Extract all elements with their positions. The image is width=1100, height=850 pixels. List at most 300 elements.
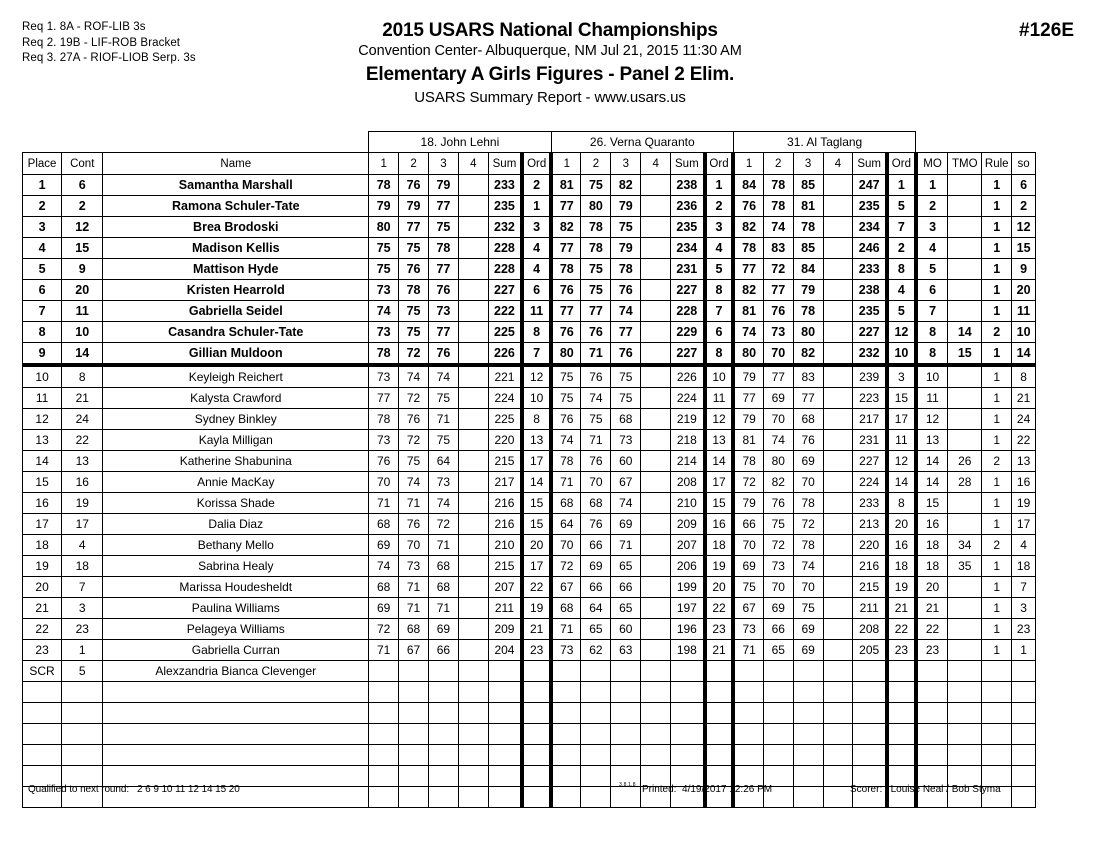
cell-j1-ord: 2 xyxy=(522,175,551,196)
cell-j3-score-4 xyxy=(823,259,853,280)
col-header-j2-s2: 2 xyxy=(581,153,611,175)
cell-j2-score-1: 78 xyxy=(551,451,581,472)
col-header-rule: Rule xyxy=(982,153,1012,175)
cell-j3-score-3: 78 xyxy=(793,535,823,556)
cell-j3-sum: 224 xyxy=(853,472,887,493)
cell-j3-score-1 xyxy=(733,661,763,682)
cell-j1-score-3: 77 xyxy=(428,322,458,343)
cell-place: SCR xyxy=(23,661,62,682)
cell-j2-score-4 xyxy=(641,196,671,217)
cell-j2-sum: 228 xyxy=(671,301,705,322)
cell-j3-score-2: 73 xyxy=(763,322,793,343)
cell-j2-score-2: 64 xyxy=(581,598,611,619)
cell-j1-sum: 222 xyxy=(488,301,522,322)
cell-cont: 2 xyxy=(62,196,103,217)
cell-j3-score-4 xyxy=(823,493,853,514)
cell-j1-sum: 209 xyxy=(488,619,522,640)
cell-cont: 15 xyxy=(62,238,103,259)
cell-j1-score-2: 72 xyxy=(399,430,429,451)
cell-so: 14 xyxy=(1012,343,1036,366)
cell-j3-score-2: 78 xyxy=(763,196,793,217)
cell-j2-ord: 18 xyxy=(705,535,734,556)
cell-j2-score-1: 76 xyxy=(551,280,581,301)
cell-j1-score-1: 78 xyxy=(369,343,399,366)
cell-rule: 1 xyxy=(982,577,1012,598)
qualified-label: Qualified to next round: xyxy=(28,784,129,795)
cell-j3-score-1: 74 xyxy=(733,322,763,343)
cell-j3-score-4 xyxy=(823,514,853,535)
cell-j3-score-3: 68 xyxy=(793,409,823,430)
col-header-j3-ord: Ord xyxy=(887,153,916,175)
cell-empty-23 xyxy=(982,682,1012,703)
cell-so: 24 xyxy=(1012,409,1036,430)
cell-empty-22 xyxy=(948,724,982,745)
cell-j2-ord xyxy=(705,661,734,682)
cell-j2-ord: 15 xyxy=(705,493,734,514)
cell-empty-1 xyxy=(62,724,103,745)
cell-empty-2 xyxy=(103,703,369,724)
cell-empty-21 xyxy=(916,682,948,703)
cell-j2-score-1: 75 xyxy=(551,365,581,388)
banner-spacer-right xyxy=(916,132,1036,153)
cell-j2-score-4 xyxy=(641,409,671,430)
cell-j1-sum xyxy=(488,661,522,682)
cell-mo: 16 xyxy=(916,514,948,535)
cell-j3-score-3: 75 xyxy=(793,598,823,619)
cell-j3-sum: 208 xyxy=(853,619,887,640)
cell-tmo xyxy=(948,238,982,259)
cell-j3-score-3: 85 xyxy=(793,238,823,259)
cell-j2-ord: 13 xyxy=(705,430,734,451)
cell-j1-ord: 15 xyxy=(522,493,551,514)
cell-rule: 1 xyxy=(982,175,1012,196)
cell-j1-score-2: 68 xyxy=(399,619,429,640)
cell-j1-score-2: 74 xyxy=(399,365,429,388)
cell-tmo: 14 xyxy=(948,322,982,343)
cell-j1-ord: 8 xyxy=(522,322,551,343)
cell-j3-ord: 19 xyxy=(887,577,916,598)
cell-name: Annie MacKay xyxy=(103,472,369,493)
cell-so xyxy=(1012,661,1036,682)
cell-place: 7 xyxy=(23,301,62,322)
cell-j3-score-4 xyxy=(823,280,853,301)
cell-j3-ord: 17 xyxy=(887,409,916,430)
cell-j3-score-3 xyxy=(793,661,823,682)
cell-j1-ord: 11 xyxy=(522,301,551,322)
cell-j1-score-4 xyxy=(458,259,488,280)
cell-j3-sum: 232 xyxy=(853,343,887,366)
cell-j1-sum: 207 xyxy=(488,577,522,598)
cell-j3-score-2: 75 xyxy=(763,514,793,535)
cell-empty-20 xyxy=(887,703,916,724)
cell-j3-sum: 246 xyxy=(853,238,887,259)
table-row xyxy=(23,217,1036,238)
table-row xyxy=(23,472,1036,493)
cell-j3-score-3: 80 xyxy=(793,322,823,343)
col-header-j1-s4: 4 xyxy=(458,153,488,175)
cell-j1-sum: 215 xyxy=(488,451,522,472)
printed-value: 4/19/2017 12:26 PM xyxy=(682,784,773,795)
cell-j1-score-2: 75 xyxy=(399,238,429,259)
cell-j1-sum: 227 xyxy=(488,280,522,301)
table-row xyxy=(23,430,1036,451)
cell-rule: 2 xyxy=(982,535,1012,556)
title-block xyxy=(0,20,1100,108)
table-row xyxy=(23,196,1036,217)
cell-empty-23 xyxy=(982,745,1012,766)
cell-mo: 7 xyxy=(916,301,948,322)
cell-j1-score-1: 74 xyxy=(369,301,399,322)
cell-j2-score-3: 67 xyxy=(611,472,641,493)
report-header xyxy=(0,0,1100,118)
cell-j2-score-1: 71 xyxy=(551,619,581,640)
cell-j2-score-3 xyxy=(611,661,641,682)
cell-j3-score-4 xyxy=(823,451,853,472)
cell-empty-12 xyxy=(641,703,671,724)
cell-j1-score-3: 77 xyxy=(428,196,458,217)
col-header-j3-s2: 2 xyxy=(763,153,793,175)
cell-j3-ord: 22 xyxy=(887,619,916,640)
cell-name: Bethany Mello xyxy=(103,535,369,556)
cell-j2-score-1: 78 xyxy=(551,259,581,280)
cell-j3-score-1: 78 xyxy=(733,238,763,259)
cell-empty-13 xyxy=(671,703,705,724)
cell-cont: 16 xyxy=(62,472,103,493)
cell-name: Madison Kellis xyxy=(103,238,369,259)
cell-j1-ord xyxy=(522,661,551,682)
cell-rule: 1 xyxy=(982,196,1012,217)
cell-j1-sum: 225 xyxy=(488,409,522,430)
cell-name: Kristen Hearrold xyxy=(103,280,369,301)
cell-j1-score-4 xyxy=(458,280,488,301)
col-header-j3-s3: 3 xyxy=(793,153,823,175)
cell-j1-score-3: 64 xyxy=(428,451,458,472)
cell-j3-score-2: 70 xyxy=(763,343,793,366)
cell-name: Alexzandria Bianca Clevenger xyxy=(103,661,369,682)
cell-j2-score-1: 71 xyxy=(551,472,581,493)
cell-j2-score-4 xyxy=(641,661,671,682)
cell-name: Paulina Williams xyxy=(103,598,369,619)
cell-j2-sum: 196 xyxy=(671,619,705,640)
cell-name: Brea Brodoski xyxy=(103,217,369,238)
cell-mo: 13 xyxy=(916,430,948,451)
cell-name: Keyleigh Reichert xyxy=(103,365,369,388)
cell-j3-ord: 7 xyxy=(887,217,916,238)
cell-empty-2 xyxy=(103,724,369,745)
cell-j3-score-1: 79 xyxy=(733,493,763,514)
cell-j3-sum: 233 xyxy=(853,493,887,514)
cell-empty-3 xyxy=(369,703,399,724)
cell-rule: 1 xyxy=(982,556,1012,577)
cell-empty-16 xyxy=(763,745,793,766)
cell-j2-ord: 20 xyxy=(705,577,734,598)
cell-mo: 21 xyxy=(916,598,948,619)
cell-tmo xyxy=(948,175,982,196)
cell-j2-sum: 226 xyxy=(671,365,705,388)
cell-tmo xyxy=(948,430,982,451)
cell-cont: 17 xyxy=(62,514,103,535)
cell-j3-score-1: 76 xyxy=(733,196,763,217)
cell-j3-ord: 15 xyxy=(887,388,916,409)
col-header-j3-sum: Sum xyxy=(853,153,887,175)
cell-empty-10 xyxy=(581,745,611,766)
judge-1-name: 18. John Lehni xyxy=(369,132,551,153)
cell-j3-score-4 xyxy=(823,619,853,640)
cell-j2-sum: 199 xyxy=(671,577,705,598)
cell-empty-10 xyxy=(581,682,611,703)
cell-cont: 12 xyxy=(62,217,103,238)
cell-empty-12 xyxy=(641,745,671,766)
cell-name: Sabrina Healy xyxy=(103,556,369,577)
scorer-value: Louise Neal / Bob Styma xyxy=(890,784,1001,795)
table-row xyxy=(23,535,1036,556)
cell-j3-sum: 227 xyxy=(853,322,887,343)
cell-j3-score-4 xyxy=(823,301,853,322)
cell-j3-score-3: 84 xyxy=(793,259,823,280)
cell-so: 16 xyxy=(1012,472,1036,493)
cell-j1-score-3: 71 xyxy=(428,535,458,556)
cell-empty-7 xyxy=(488,682,522,703)
cell-tmo xyxy=(948,661,982,682)
cell-empty-15 xyxy=(733,682,763,703)
cell-empty-5 xyxy=(428,745,458,766)
cell-mo: 3 xyxy=(916,217,948,238)
cell-empty-6 xyxy=(458,724,488,745)
cell-j2-score-2: 77 xyxy=(581,301,611,322)
cell-j3-score-3: 78 xyxy=(793,301,823,322)
col-header-j1-s3: 3 xyxy=(428,153,458,175)
cell-empty-4 xyxy=(399,745,429,766)
cell-j2-score-4 xyxy=(641,619,671,640)
cell-j3-score-3: 78 xyxy=(793,217,823,238)
col-header-j1-sum: Sum xyxy=(488,153,522,175)
cell-tmo xyxy=(948,365,982,388)
cell-place: 4 xyxy=(23,238,62,259)
cell-place: 20 xyxy=(23,577,62,598)
col-header-j2-s1: 1 xyxy=(551,153,581,175)
cell-j3-ord: 10 xyxy=(887,343,916,366)
cell-j1-score-4 xyxy=(458,661,488,682)
cell-empty-24 xyxy=(1012,724,1036,745)
cell-j1-score-2: 76 xyxy=(399,409,429,430)
cell-name: Ramona Schuler-Tate xyxy=(103,196,369,217)
cell-so: 12 xyxy=(1012,217,1036,238)
cell-so: 18 xyxy=(1012,556,1036,577)
cell-cont: 13 xyxy=(62,451,103,472)
cell-j3-ord: 4 xyxy=(887,280,916,301)
table-row xyxy=(23,388,1036,409)
cell-j2-sum: 197 xyxy=(671,598,705,619)
cell-empty-18 xyxy=(823,703,853,724)
judge-banner-row xyxy=(23,132,1036,153)
cell-j2-score-3: 69 xyxy=(611,514,641,535)
banner-spacer xyxy=(23,132,369,153)
cell-j1-score-1: 75 xyxy=(369,259,399,280)
cell-j1-score-2: 76 xyxy=(399,175,429,196)
cell-j2-score-1: 67 xyxy=(551,577,581,598)
table-row-empty xyxy=(23,745,1036,766)
cell-j2-score-3: 65 xyxy=(611,598,641,619)
cell-tmo xyxy=(948,640,982,661)
cell-empty-11 xyxy=(611,745,641,766)
cell-j2-score-3: 73 xyxy=(611,430,641,451)
cell-j3-ord xyxy=(887,661,916,682)
cell-j1-ord: 6 xyxy=(522,280,551,301)
table-row xyxy=(23,493,1036,514)
cell-j2-score-3: 63 xyxy=(611,640,641,661)
cell-j1-score-4 xyxy=(458,514,488,535)
report-footer xyxy=(22,782,1036,800)
cell-j2-sum: 206 xyxy=(671,556,705,577)
cell-empty-14 xyxy=(705,682,734,703)
cell-j1-score-2: 75 xyxy=(399,451,429,472)
cell-j2-score-1: 75 xyxy=(551,388,581,409)
column-header-row xyxy=(23,153,1036,175)
cell-j3-score-1: 84 xyxy=(733,175,763,196)
cell-rule: 1 xyxy=(982,472,1012,493)
cell-j1-score-3: 73 xyxy=(428,472,458,493)
cell-j1-score-3: 71 xyxy=(428,598,458,619)
cell-place: 8 xyxy=(23,322,62,343)
cell-place: 2 xyxy=(23,196,62,217)
cell-empty-8 xyxy=(522,682,551,703)
cell-j1-ord: 17 xyxy=(522,556,551,577)
cell-j3-ord: 18 xyxy=(887,556,916,577)
cell-name: Kayla Milligan xyxy=(103,430,369,451)
cell-empty-6 xyxy=(458,703,488,724)
cell-j2-sum: 231 xyxy=(671,259,705,280)
cell-empty-4 xyxy=(399,682,429,703)
cell-place: 5 xyxy=(23,259,62,280)
cell-j2-score-3: 65 xyxy=(611,556,641,577)
cell-j3-ord: 8 xyxy=(887,259,916,280)
cell-j1-score-3: 68 xyxy=(428,556,458,577)
cell-j1-score-4 xyxy=(458,196,488,217)
cell-name: Kalysta Crawford xyxy=(103,388,369,409)
cell-mo: 1 xyxy=(916,175,948,196)
cell-j3-score-3: 82 xyxy=(793,343,823,366)
cell-j3-score-4 xyxy=(823,365,853,388)
cell-j2-sum: 227 xyxy=(671,343,705,366)
cell-j1-score-2: 71 xyxy=(399,577,429,598)
cell-empty-11 xyxy=(611,724,641,745)
cell-rule: 1 xyxy=(982,280,1012,301)
cell-empty-14 xyxy=(705,703,734,724)
cell-so: 8 xyxy=(1012,365,1036,388)
event-number: #126E xyxy=(1019,20,1074,41)
cell-j3-score-1: 77 xyxy=(733,388,763,409)
cell-j1-score-1: 78 xyxy=(369,409,399,430)
cell-empty-19 xyxy=(853,682,887,703)
cell-empty-20 xyxy=(887,724,916,745)
cell-j1-score-3: 78 xyxy=(428,238,458,259)
cell-j1-ord: 23 xyxy=(522,640,551,661)
col-header-j2-ord: Ord xyxy=(705,153,734,175)
cell-j2-score-4 xyxy=(641,175,671,196)
cell-j1-score-3: 79 xyxy=(428,175,458,196)
cell-empty-21 xyxy=(916,724,948,745)
cell-j1-ord: 8 xyxy=(522,409,551,430)
cell-j2-score-4 xyxy=(641,535,671,556)
cell-j3-score-2: 76 xyxy=(763,493,793,514)
cell-so: 20 xyxy=(1012,280,1036,301)
cell-cont: 20 xyxy=(62,280,103,301)
cell-j1-score-1: 78 xyxy=(369,175,399,196)
cell-cont: 24 xyxy=(62,409,103,430)
cell-j3-score-2: 80 xyxy=(763,451,793,472)
cell-j2-score-4 xyxy=(641,280,671,301)
cell-j3-sum: 234 xyxy=(853,217,887,238)
cell-j3-ord: 12 xyxy=(887,451,916,472)
table-row xyxy=(23,175,1036,196)
cell-j2-score-4 xyxy=(641,388,671,409)
cell-j2-ord: 17 xyxy=(705,472,734,493)
cell-j1-score-2: 76 xyxy=(399,259,429,280)
cell-j2-ord: 1 xyxy=(705,175,734,196)
cell-empty-12 xyxy=(641,724,671,745)
cell-j3-score-4 xyxy=(823,640,853,661)
cell-j2-score-4 xyxy=(641,640,671,661)
cell-j2-sum: 219 xyxy=(671,409,705,430)
cell-j2-score-2: 80 xyxy=(581,196,611,217)
cell-j1-score-3: 69 xyxy=(428,619,458,640)
cell-j2-score-1: 77 xyxy=(551,196,581,217)
table-row xyxy=(23,365,1036,388)
cell-rule: 1 xyxy=(982,238,1012,259)
cell-j3-score-4 xyxy=(823,388,853,409)
cell-j3-sum xyxy=(853,661,887,682)
cell-j1-score-4 xyxy=(458,343,488,366)
cell-j1-score-1: 73 xyxy=(369,430,399,451)
cell-name: Sydney Binkley xyxy=(103,409,369,430)
cell-mo: 14 xyxy=(916,472,948,493)
cell-j3-score-1: 67 xyxy=(733,598,763,619)
cell-j3-ord: 16 xyxy=(887,535,916,556)
cell-cont: 14 xyxy=(62,343,103,366)
cell-j2-sum xyxy=(671,661,705,682)
cell-empty-4 xyxy=(399,724,429,745)
cell-j2-ord: 11 xyxy=(705,388,734,409)
cell-j2-score-2 xyxy=(581,661,611,682)
cell-j2-score-3: 66 xyxy=(611,577,641,598)
cell-j1-sum: 233 xyxy=(488,175,522,196)
cell-j1-score-1: 73 xyxy=(369,280,399,301)
cell-empty-5 xyxy=(428,682,458,703)
cell-cont: 7 xyxy=(62,577,103,598)
cell-j2-score-1 xyxy=(551,661,581,682)
cell-empty-2 xyxy=(103,745,369,766)
cell-j2-ord: 8 xyxy=(705,343,734,366)
cell-tmo xyxy=(948,493,982,514)
cell-j3-sum: 239 xyxy=(853,365,887,388)
cell-j1-score-3: 73 xyxy=(428,301,458,322)
cell-j1-score-1: 76 xyxy=(369,451,399,472)
cell-j2-sum: 238 xyxy=(671,175,705,196)
cell-name: Katherine Shabunina xyxy=(103,451,369,472)
cell-j3-sum: 205 xyxy=(853,640,887,661)
table-row xyxy=(23,577,1036,598)
cell-j1-score-2: 71 xyxy=(399,493,429,514)
cell-empty-7 xyxy=(488,745,522,766)
cell-so: 22 xyxy=(1012,430,1036,451)
cell-empty-4 xyxy=(399,703,429,724)
cell-j1-score-4 xyxy=(458,388,488,409)
cell-j1-score-4 xyxy=(458,301,488,322)
cell-j1-score-3 xyxy=(428,661,458,682)
cell-j3-score-2: 65 xyxy=(763,640,793,661)
cell-j3-sum: 215 xyxy=(853,577,887,598)
table-row xyxy=(23,514,1036,535)
